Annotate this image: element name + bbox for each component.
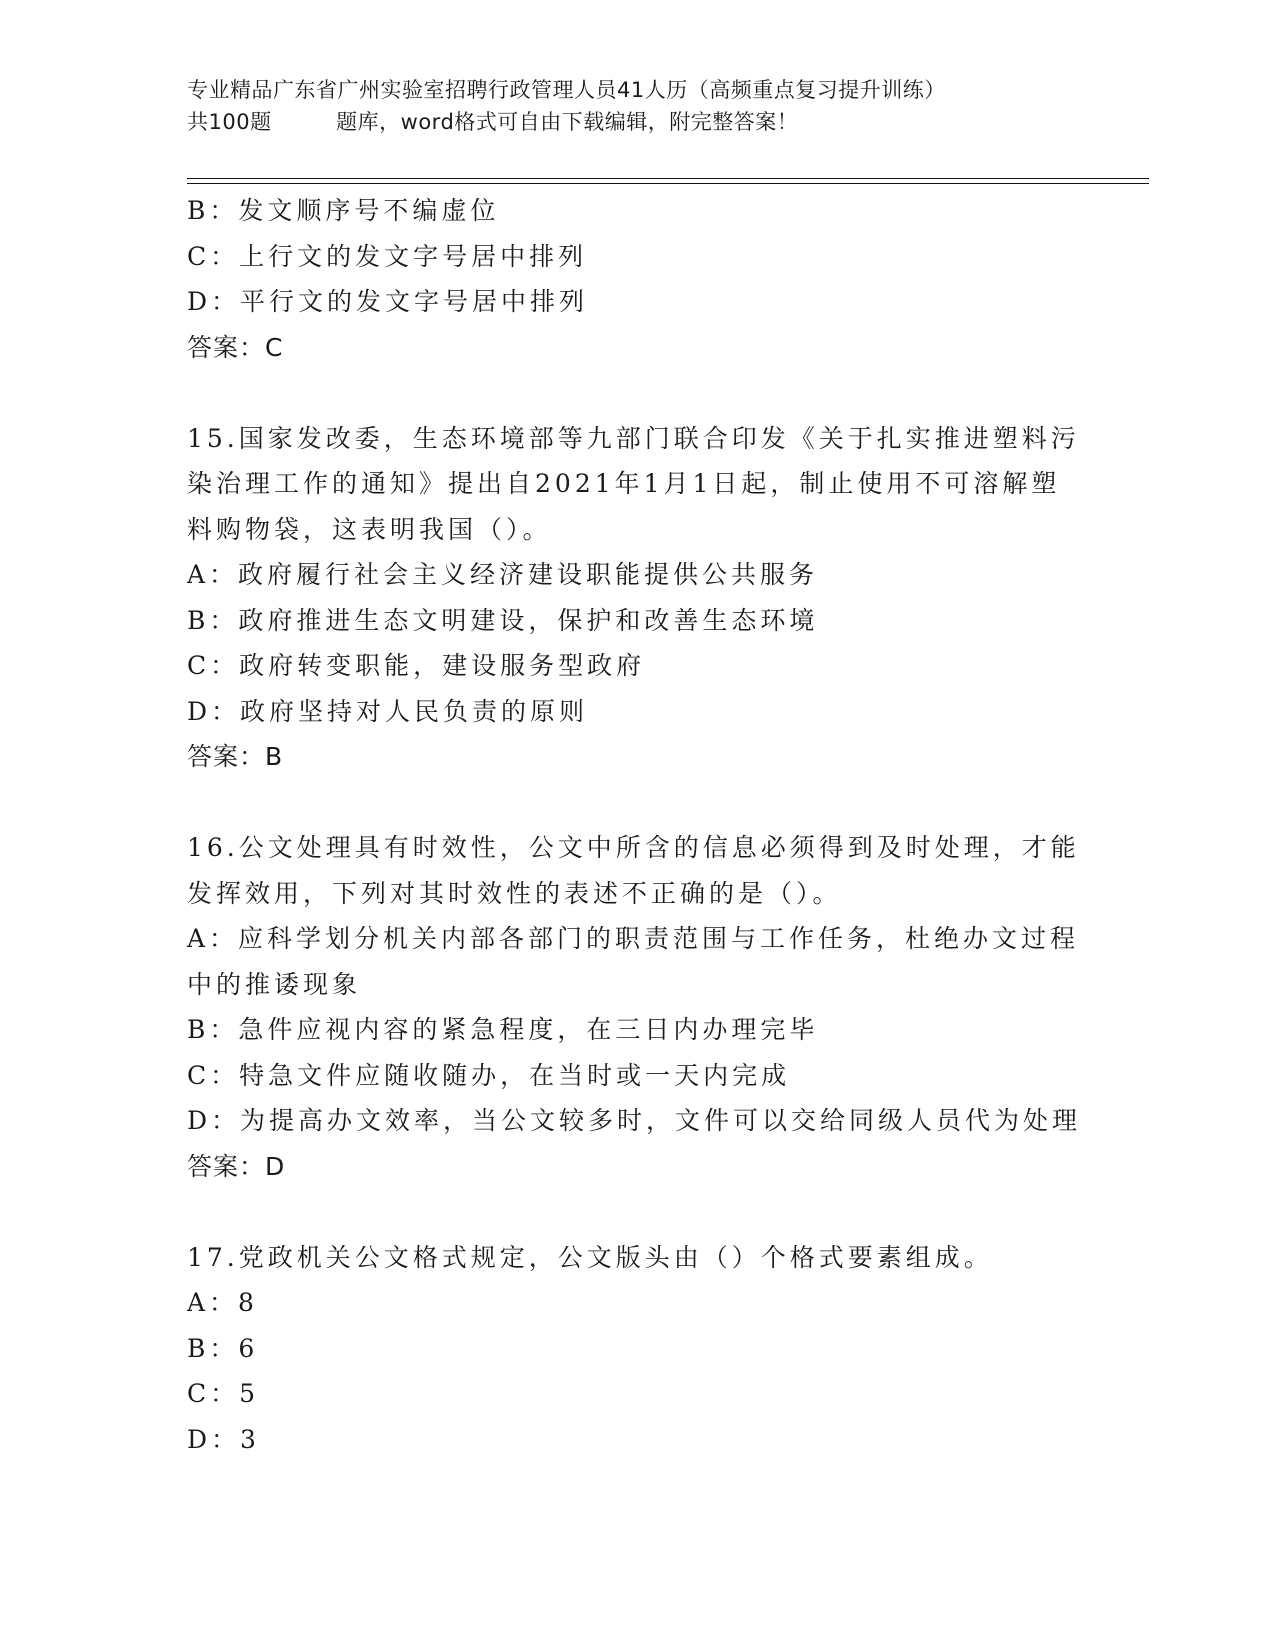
answer-line: 答案：B — [187, 742, 284, 771]
header-title-line1: 专业精品广东省广州实验室招聘行政管理人员41人历（高频重点复习提升训练） — [187, 78, 946, 102]
question-stem-line: 16.公文处理具有时效性，公文中所含的信息必须得到及时处理，才能 — [187, 833, 1080, 862]
question-stem-line: 15.国家发改委，生态环境部等九部门联合印发《关于扎实推进塑料污 — [187, 423, 1080, 453]
question-stem-line: 发挥效用，下列对其时效性的表述不正确的是（）。 — [187, 878, 842, 908]
option-d: D：政府坚持对人民负责的原则 — [187, 696, 589, 726]
option-a: A：政府履行社会主义经济建设职能提供公共服务 — [187, 560, 819, 589]
question-content — [187, 188, 1087, 1462]
option-a-continued: 中的推诿现象 — [187, 969, 362, 999]
option-c: C：政府转变职能，建设服务型政府 — [187, 651, 646, 680]
spacer — [187, 370, 1087, 416]
question-stem-line: 17.党政机关公文格式规定，公文版头由（）个格式要素组成。 — [187, 1242, 993, 1272]
option-d: D：为提高办文效率，当公文较多时，文件可以交给同级人员代为处理 — [187, 1106, 1082, 1135]
header-divider-top — [187, 178, 1149, 179]
option-c: C：5 — [187, 1379, 260, 1408]
question-stem-line: 染治理工作的通知》提出自2021年1月1日起，制止使用不可溶解塑 — [187, 469, 1061, 498]
spacer — [187, 780, 1087, 826]
question-16 — [187, 825, 1087, 1189]
option-b: B：政府推进生态文明建设，保护和改善生态环境 — [187, 605, 819, 635]
option-b: B：6 — [187, 1333, 259, 1363]
option-b: B：急件应视内容的紧急程度，在三日内办理完毕 — [187, 1015, 819, 1044]
header-title-line2: 共100题 题库，word格式可自由下载编辑，附完整答案！ — [187, 110, 799, 134]
option-d: D：平行文的发文字号居中排列 — [187, 287, 589, 316]
question-14-tail — [187, 188, 1087, 370]
option-b: B：发文顺序号不编虚位 — [187, 196, 500, 225]
answer-line: 答案：C — [187, 332, 284, 362]
answer-line: 答案：D — [187, 1151, 286, 1181]
question-15 — [187, 416, 1087, 780]
document-header — [187, 74, 1147, 138]
option-c: C：特急文件应随收随办，在当时或一天内完成 — [187, 1060, 791, 1090]
option-c: C：上行文的发文字号居中排列 — [187, 241, 588, 271]
spacer — [187, 1189, 1087, 1235]
option-a: A：8 — [187, 1288, 258, 1317]
question-stem-line: 料购物袋，这表明我国（）。 — [187, 514, 552, 544]
question-17 — [187, 1235, 1087, 1463]
option-d: D：3 — [187, 1424, 260, 1454]
header-divider-bottom — [187, 183, 1149, 184]
option-a: A：应科学划分机关内部各部门的职责范围与工作任务，杜绝办文过程 — [187, 924, 1080, 953]
